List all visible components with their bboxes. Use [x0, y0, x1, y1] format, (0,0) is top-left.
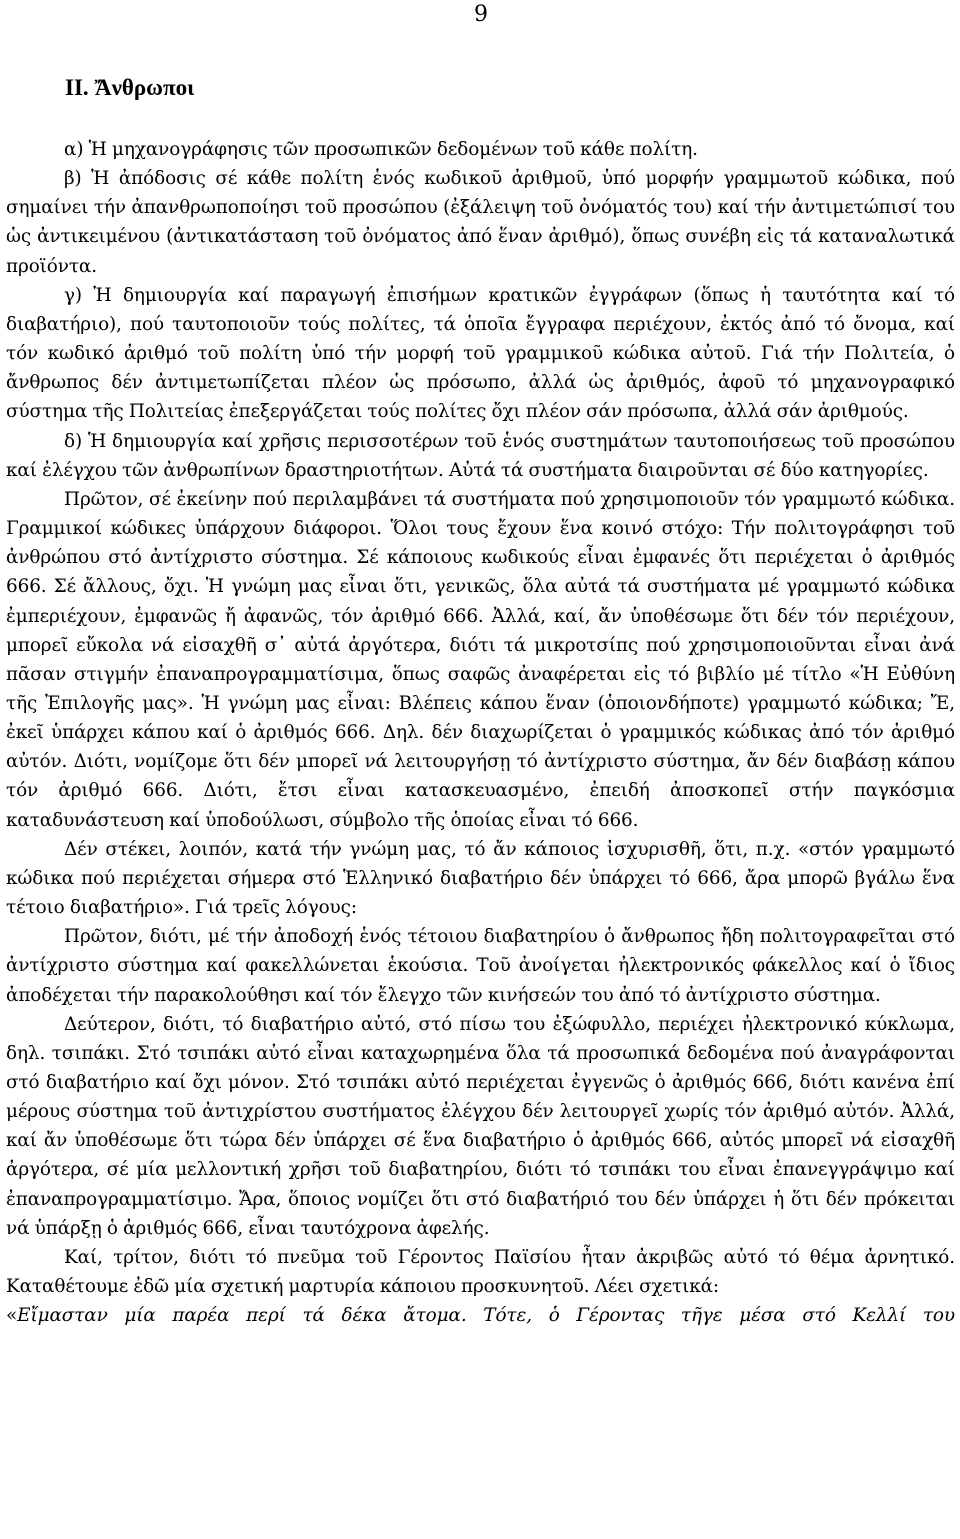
paragraph-second-reason: Δεύτερον, διότι, τό διαβατήριο αὐτό, στό πίσω του ἐξώφυλλο, περιέχει ἠλεκτρονικό κύκλωμα, δηλ. τσιπάκι. Στό τσιπάκι αὐτό εἶναι καταχωρημένα ὅλα τά προσωπικά δεδομένα πού ἀναγράφονται στό διαβατήριο καί ὄχι μόνον. Στό τσιπάκι αὐτό περιέχεται ἐγγενῶς ὁ ἀριθμός 666, διότι κανένα ἐπί μέρους σύστημα τοῦ ἀντιχρίστου συστήματος ἐλέγχου δέν λειτουργεῖ χωρίς τόν ἀριθμό αὐτόν. Ἀλλά, καί ἄν ὑποθέσωμε ὅτι τώρα δέν ὑπάρχει σέ ἕνα διαβατήριο ὁ ἀριθμός 666, αὐτός μπορεῖ νά εἰσαχθῆ ἀργότερα, σέ μία μελλοντική χρῆσι τοῦ διαβατηρίου, διότι τό τσιπάκι του εἶναι ἐπανεγγράψιμο καί ἐπαναπρογραμματίσιμο. Ἄρα, ὅποιος νομίζει ὅτι στό διαβατήριό του δέν ὑπάρχει ἡ ὅτι δέν πρόκειται νά ὑπάρξῃ ὁ ἀριθμός 666, εἶναι ταυτόχρονα ἀφελής. — [6, 1013, 955, 1239]
paragraph-d: δ) Ἡ δημιουργία καί χρῆσις περισσοτέρων τοῦ ἑνός συστημάτων ταυτοποιήσεως τοῦ προσώπου καί ἐλέγχου τῶν ἀνθρωπίνων δραστηριοτήτων. Αὐτά τά συστήματα διαιροῦνται σέ δύο κατηγορίες. — [6, 430, 955, 481]
quote-italic-1: Εἴμασταν μία παρέα περί τά δέκα ἄτομα. — [17, 1305, 467, 1327]
paragraph-a: α) Ἡ μηχανογράφησις τῶν προσωπικῶν δεδομένων τοῦ κάθε πολίτη. — [64, 139, 698, 160]
section-heading: ΙΙ. Ἄνθρωποι — [65, 75, 195, 100]
page-number: 9 — [474, 2, 488, 27]
quote-italic-2: Τότε, ὁ Γέροντας — [483, 1305, 665, 1327]
paragraph-third-reason: Καί, τρίτον, διότι τό πνεῦμα τοῦ Γέροντος Παϊσίου ἦταν ἀκριβῶς αὐτό τό θέμα ἀρνητικό. Καταθέτουμε ἐδῶ μία σχετική μαρτυρία κάποιου προσκυνητοῦ. Λέει σχετικά: — [6, 1246, 955, 1298]
paragraph-first-reason: Πρῶτον, διότι, μέ τήν ἀποδοχή ἑνός τέτοιου διαβατηρίου ὁ ἄνθρωπος ἤδη πολιτογραφεῖται στό ἀντίχριστο σύστημα καί φακελλώνεται ἑκούσια. Τοῦ ἀνοίγεται ἠλεκτρονικός φάκελλος καί ὁ ἴδιος ἀποδέχεται τήν παρακολούθησι καί τόν ἔλεγχο τῶν κινήσεών του ἀπό τό ἀντίχριστο σύστημα. — [6, 926, 955, 1006]
paragraph-not-valid: Δέν στέκει, λοιπόν, κατά τήν γνώμη μας, τό ἄν κάποιος ἰσχυρισθῆ, ὅτι, π.χ. «στόν γραμμωτό κώδικα πού περιέχεται σήμερα στό Ἑλληνικό διαβατήριο δέν ὑπάρχει τό 666, ἄρα μπορῶ βγάλω ἕνα τέτοιο διαβατήριο». Γιά τρεῖς λόγους: — [6, 838, 955, 919]
quote-space — [664, 1305, 681, 1326]
paragraph-first-category: Πρῶτον, σέ ἐκείνην πού περιλαμβάνει τά συστήματα πού χρησιμοποιοῦν τόν γραμμωτό κώδικα. Γραμμικοί κώδικες ὑπάρχουν διάφοροι. Ὅλοι τους ἔχουν ἕνα κοινό στόχο: Τήν πολιτογράφησι τοῦ ἀνθρώπου στό ἀντίχριστο σύστημα. Σέ κάποιους κωδικούς εἶναι ἐμφανές ὅτι περιέχεται ὁ ἀριθμός 666. Σέ ἄλλους, ὄχι. Ἡ γνώμη μας εἶναι ὅτι, γενικῶς, ὅλα αὐτά τά συστήματα μέ γραμμωτό κώδικα ἐμπεριέχουν, ἐμφανῶς ἤ ἀφανῶς, τόν ἀριθμό 666. Ἀλλά, καί, ἄν ὑποθέσωμε ὅτι δέν τόν περιέχουν, μπορεῖ εὔκολα νά εἰσαχθῆ σ᾽ αὐτά ἀργότερα, διότι τά μικροτσίπς πού χρησιμοποιοῦνται εἶναι ἀνά πᾶσαν στιγμήν ἐπαναπρογραμματίσιμα, ὅπως σαφῶς ἀναφέρεται εἰς τό βιβλίο μέ τίτλο «Ἡ Εὐθύνη τῆς Ἐπιλογῆς μας». Ἡ γνώμη μας εἶναι: Βλέπεις κάπου ἕναν (ὁποιονδήποτε) γραμμωτό κώδικα; Ἔ, ἐκεῖ ὑπάρχει κάπου καί ὁ ἀριθμός 666. Δηλ. δέν διαχωρίζεται ὁ γραμμικός κώδικας ἀπό τόν ἀριθμό αὐτόν. Διότι, νομίζομε ὅτι δέν μπορεῖ νά λειτουργήσῃ τό ἀντίχριστο σύστημα, ἄν δέν διαβάσῃ κάπου τόν ἀριθμό 666. Διότι, ἔτσι εἶναι κατασκευασμένο, ἐπειδή ἀποσκοπεῖ στήν παγκόσμια καταδυνάστευση καί ὑποδούλωσι, σύμβολο τῆς ὁποίας εἶναι τό 666. — [6, 488, 955, 831]
paragraph-b: β) Ἡ ἀπόδοσις σέ κάθε πολίτη ἑνός κωδικοῦ ἀριθμοῦ, ὑπό μορφήν γραμμωτοῦ κώδικα, πού σημαίνει τήν ἀπανθρωποποίησι τοῦ προσώπου (ἐξάλειψη τοῦ ὀνόματός του) καί τήν ἀντιμετώπισί του ὡς ἀντικειμένου (ἀντικατάσταση τοῦ ὀνόματος ἀπό ἕναν ἀριθμό), ὅπως συνέβη εἰς τά καταναλωτικά προϊόντα. — [6, 168, 955, 277]
paragraph-quote-start — [6, 1301, 955, 1330]
quote-italic-3: τῆγε μέσα στό Κελλί του — [680, 1305, 955, 1327]
body-text — [6, 135, 955, 1330]
quote-open: « — [6, 1305, 18, 1327]
paragraph-c: γ) Ἡ δημιουργία καί παραγωγή ἐπισήμων κρατικῶν ἐγγράφων (ὅπως ἡ ταυτότητα καί τό διαβατήριο), πού ταυτοποιοῦν τούς πολίτες, τά ὁποῖα ἔγγραφα περιέχουν, ἐκτός ἀπό τό ὄνομα, καί τόν κωδικό ἀριθμό τοῦ πολίτη ὑπό τήν μορφή τοῦ γραμμικοῦ κώδικα αὐτοῦ. Γιά τήν Πολιτεία, ὁ ἄνθρωπος δέν ἀντιμετωπίζεται πλέον ὡς πρόσωπο, ἀλλά ὡς ἀριθμός, ἀφοῦ τό μηχανογραφικό σύστημα τῆς Πολιτείας ἐπεξεργάζεται τούς πολίτες ὄχι πλέον σάν πρόσωπα, ἀλλά σάν ἀριθμούς. — [6, 284, 955, 423]
